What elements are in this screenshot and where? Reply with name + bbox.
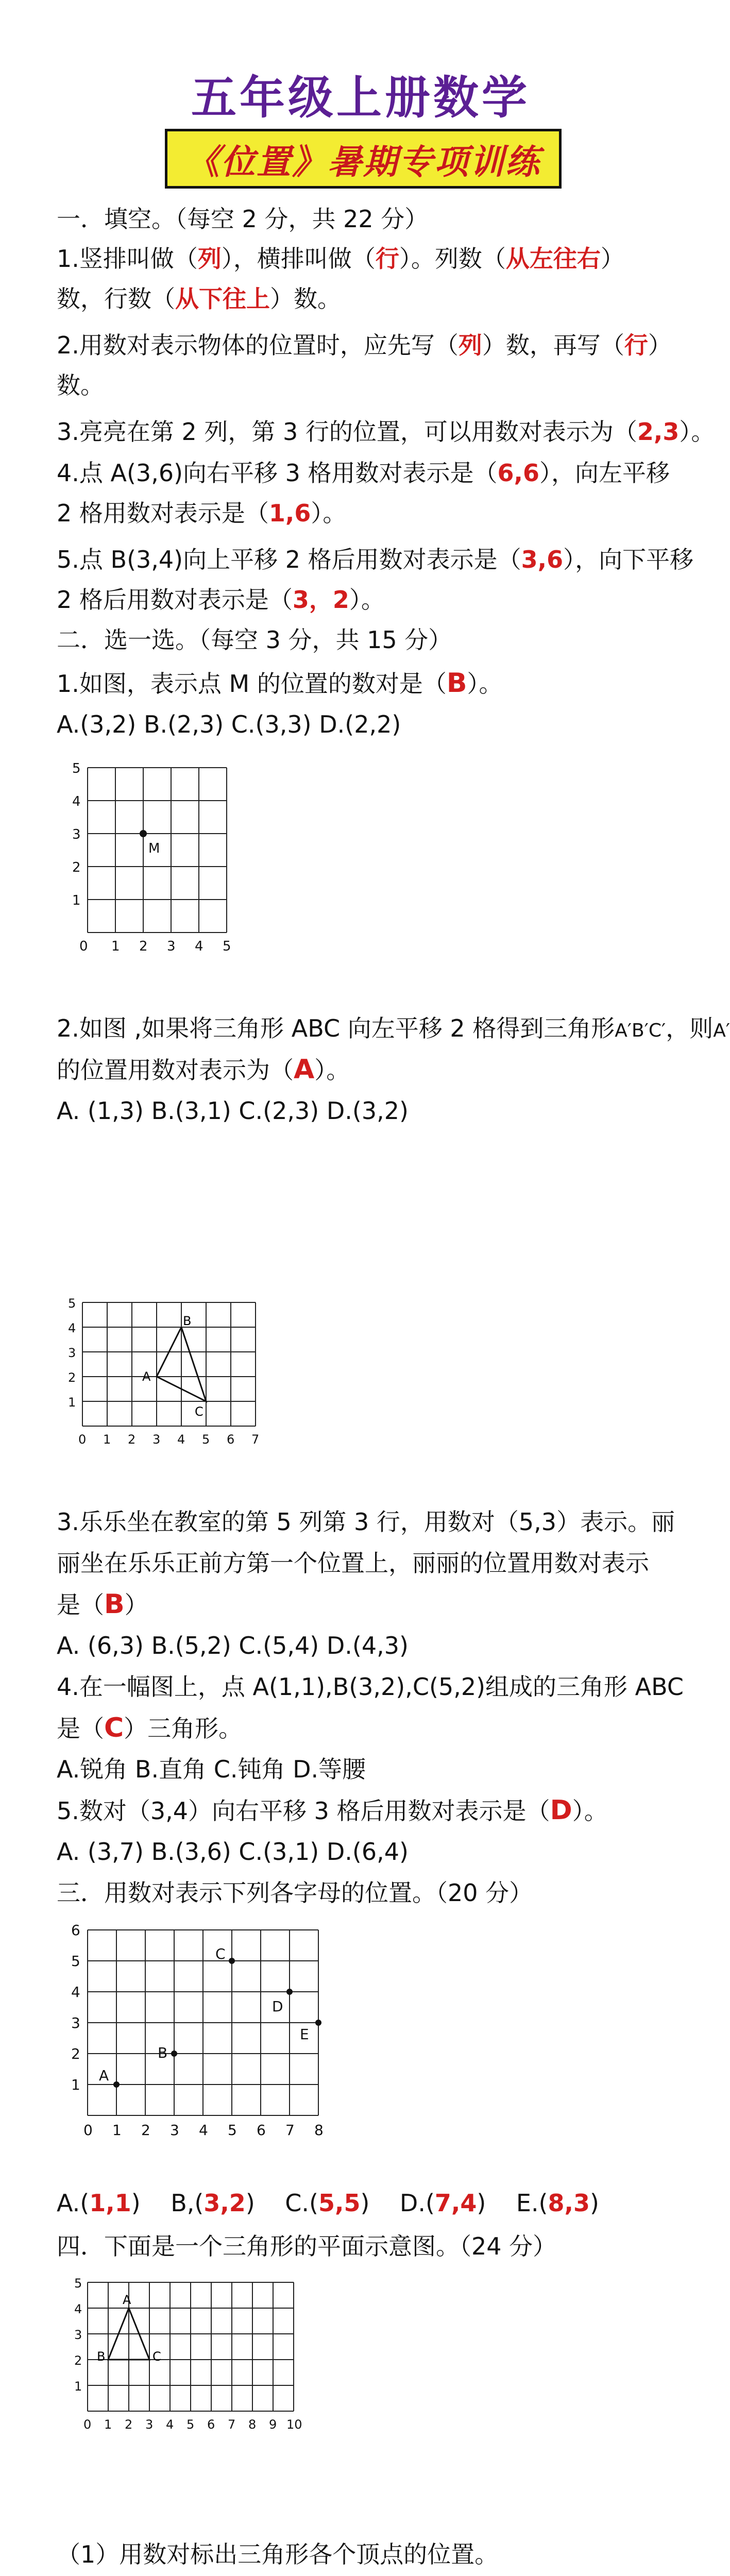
section3-heading: 三．用数对表示下列各字母的位置。（20 分） <box>57 1879 533 1907</box>
s2-q4-options: A.锐角 B.直角 C.钝角 D.等腰 <box>57 1755 366 1783</box>
svg-text:6: 6 <box>71 1922 80 1939</box>
s1-q4-line1: 4.点 A(3,6)向右平移 3 格用数对表示是（6,6），向左平移 <box>57 459 670 487</box>
page-title: 五年级上册数学 <box>191 71 530 124</box>
svg-text:7: 7 <box>251 1432 260 1447</box>
svg-text:1: 1 <box>72 893 81 908</box>
s1-q5-line1: 5.点 B(3,4)向上平移 2 格后用数对表示是（3,6），向下平移 <box>57 546 694 573</box>
svg-text:4: 4 <box>74 2302 82 2316</box>
svg-text:A: A <box>123 2293 131 2307</box>
section2-heading: 二．选一选。（每空 3 分，共 15 分） <box>57 626 452 654</box>
svg-text:B: B <box>158 2044 168 2061</box>
svg-text:2: 2 <box>72 860 81 875</box>
s2-q3-line3: 是（B） <box>57 1589 148 1620</box>
svg-text:1: 1 <box>103 1432 111 1447</box>
s1-q4-line2: 2 格用数对表示是（1,6）。 <box>57 499 347 527</box>
svg-text:2: 2 <box>139 939 148 954</box>
svg-text:C: C <box>215 1945 226 1962</box>
grid-figure-1 <box>57 757 345 974</box>
svg-text:3: 3 <box>71 2014 80 2031</box>
svg-text:5: 5 <box>74 2276 82 2291</box>
s1-q5-line2: 2 格后用数对表示是（3，2）。 <box>57 586 385 614</box>
svg-text:0: 0 <box>83 2417 92 2432</box>
svg-text:5: 5 <box>228 2122 237 2139</box>
svg-text:3: 3 <box>68 1346 76 1360</box>
svg-text:3: 3 <box>167 939 176 954</box>
section4-heading: 四．下面是一个三角形的平面示意图。（24 分） <box>57 2232 557 2260</box>
svg-text:1: 1 <box>104 2417 112 2432</box>
s1-q1-line2: 数，行数（从下往上）数。 <box>57 285 341 313</box>
svg-text:1: 1 <box>68 1395 76 1410</box>
svg-text:A: A <box>99 2067 109 2084</box>
svg-text:6: 6 <box>227 1432 235 1447</box>
svg-text:2: 2 <box>125 2417 133 2432</box>
s2-q5-options: A. (3,7) B.(3,6) C.(3,1) D.(6,4) <box>57 1838 409 1866</box>
s2-q3-options: A. (6,3) B.(5,2) C.(5,4) D.(4,3) <box>57 1632 409 1659</box>
svg-text:B: B <box>97 2349 106 2364</box>
svg-text:8: 8 <box>248 2417 257 2432</box>
svg-text:4: 4 <box>199 2122 208 2139</box>
svg-text:10: 10 <box>286 2417 302 2432</box>
s1-q3: 3.亮亮在第 2 列，第 3 行的位置，可以用数对表示为（2,3）。 <box>57 418 715 446</box>
s2-q3-line2: 丽坐在乐乐正前方第一个位置上，丽丽的位置用数对表示 <box>57 1549 649 1577</box>
svg-text:5: 5 <box>202 1432 210 1447</box>
grid-figure-4 <box>57 2272 345 2447</box>
svg-text:0: 0 <box>79 939 88 954</box>
svg-text:D: D <box>272 1998 283 2015</box>
s1-q2-line2: 数。 <box>57 371 104 399</box>
svg-text:1: 1 <box>111 939 120 954</box>
svg-text:0: 0 <box>78 1432 87 1447</box>
svg-text:3: 3 <box>72 827 81 842</box>
svg-text:7: 7 <box>285 2122 295 2139</box>
svg-text:4: 4 <box>195 939 203 954</box>
s2-q1-options: A.(3,2) B.(2,3) C.(3,3) D.(2,2) <box>57 710 401 738</box>
svg-text:B: B <box>183 1314 192 1328</box>
s1-q2-line1: 2.用数对表示物体的位置时，应先写（列）数，再写（行） <box>57 331 672 359</box>
subtitle-banner: 《位置》暑期专项训练 <box>165 129 562 189</box>
svg-text:5: 5 <box>186 2417 195 2432</box>
svg-text:3: 3 <box>170 2122 179 2139</box>
grid-figure-2 <box>57 1292 345 1467</box>
s1-q1-line1: 1.竖排叫做（列），横排叫做（行）。列数（从左往右） <box>57 245 624 273</box>
s4-q1: （1）用数对标出三角形各个顶点的位置。 <box>57 2540 499 2568</box>
svg-text:C: C <box>152 2349 161 2364</box>
point-m <box>140 830 147 837</box>
s2-q4-line1: 4.在一幅图上，点 A(1,1),B(3,2),C(5,2)组成的三角形 ABC <box>57 1673 684 1701</box>
svg-text:C: C <box>195 1404 203 1419</box>
svg-text:4: 4 <box>177 1432 185 1447</box>
svg-text:4: 4 <box>68 1321 76 1335</box>
svg-text:5: 5 <box>223 939 231 954</box>
svg-text:1: 1 <box>71 2076 80 2093</box>
svg-text:7: 7 <box>228 2417 236 2432</box>
svg-text:A: A <box>142 1369 151 1384</box>
point-m-label: M <box>148 841 160 856</box>
svg-text:9: 9 <box>269 2417 277 2432</box>
svg-text:2: 2 <box>74 2353 82 2368</box>
svg-text:1: 1 <box>74 2379 82 2394</box>
s2-q1: 1.如图，表示点 M 的位置的数对是（B）。 <box>57 668 503 699</box>
svg-text:2: 2 <box>128 1432 136 1447</box>
svg-text:4: 4 <box>72 794 81 809</box>
svg-text:4: 4 <box>166 2417 174 2432</box>
svg-text:8: 8 <box>314 2122 324 2139</box>
svg-text:4: 4 <box>71 1984 80 2001</box>
s2-q3-line1: 3.乐乐坐在教室的第 5 列第 3 行，用数对（5,3）表示。丽 <box>57 1508 675 1536</box>
s2-q5: 5.数对（3,4）向右平移 3 格后用数对表示是（D）。 <box>57 1795 608 1826</box>
svg-text:E: E <box>300 2026 309 2043</box>
s3-answers: A.(1,1) B,(3,2) C.(5,5) D.(7,4) E.(8,3) <box>57 2189 599 2217</box>
svg-text:6: 6 <box>257 2122 266 2139</box>
svg-text:6: 6 <box>207 2417 215 2432</box>
grid-figure-3 <box>57 1920 345 2157</box>
svg-text:2: 2 <box>68 1370 76 1385</box>
s2-q2-options: A. (1,3) B.(3,1) C.(2,3) D.(3,2) <box>57 1097 409 1125</box>
svg-text:5: 5 <box>68 1296 76 1311</box>
s2-q2-line1: 2.如图 ,如果将三角形 ABC 向左平移 2 格得到三角形A′B′C′，则A′ <box>57 1014 730 1042</box>
svg-text:1: 1 <box>112 2122 122 2139</box>
svg-text:3: 3 <box>152 1432 161 1447</box>
svg-text:2: 2 <box>71 2045 80 2062</box>
s2-q4-line2: 是（C）三角形。 <box>57 1713 243 1743</box>
svg-text:0: 0 <box>83 2122 93 2139</box>
svg-text:5: 5 <box>71 1953 80 1970</box>
section1-heading: 一．填空。（每空 2 分，共 22 分） <box>57 205 429 233</box>
svg-text:2: 2 <box>141 2122 150 2139</box>
svg-text:3: 3 <box>74 2328 82 2342</box>
svg-text:3: 3 <box>145 2417 154 2432</box>
svg-text:5: 5 <box>72 761 81 776</box>
s2-q2-line2: 的位置用数对表示为（A）。 <box>57 1054 350 1085</box>
